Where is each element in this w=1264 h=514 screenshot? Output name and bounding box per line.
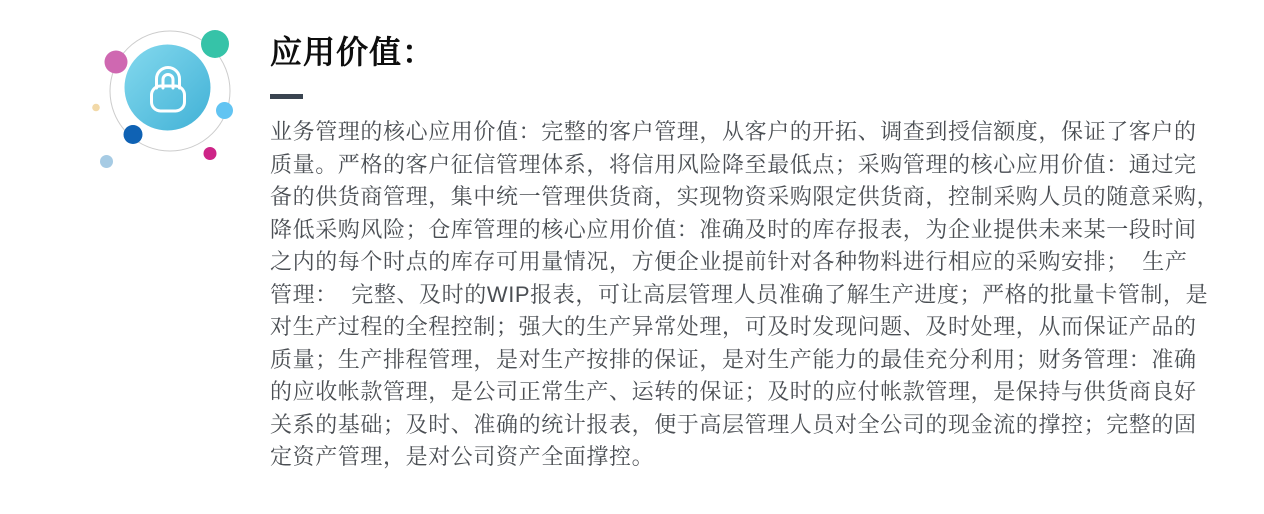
lock-badge-icon [80, 10, 240, 180]
paragraph-line: 质量；生产排程管理，是对生产按排的保证，是对生产能力的最佳充分利用；财务管理：准确 [270, 346, 1197, 372]
dot-magenta-icon [204, 147, 217, 160]
paragraph-line: 业务管理的核心应用价值：完整的客户管理，从客户的开拓、调查到授信额度，保证了客户的 [270, 119, 1197, 144]
paragraph-line: 对生产过程的全程控制；强大的生产异常处理，可及时发现问题、及时处理，从而保证产品的 [270, 314, 1197, 339]
application-value-section [270, 34, 1230, 474]
dot-dark-blue-icon [124, 125, 143, 144]
page-title: 应用价值： [270, 34, 436, 70]
paragraph-line: 备的供货商管理，集中统一管理供货商，实现物资采购限定供货商，控制采购人员的随意采购， [270, 184, 1220, 209]
dot-teal-icon [201, 30, 229, 58]
paragraph-line: 定资产管理，是对公司资产全面撑控。 [270, 444, 655, 469]
paragraph-line: 降低采购风险；仓库管理的核心应用价值：准确及时的库存报表，为企业提供未来某一段时间 [270, 216, 1197, 242]
paragraph-line: 管理： 完整、及时的WIP报表，可让高层管理人员准确了解生产进度；严格的批量卡管制，是 [270, 281, 1209, 307]
paragraph-line: 关系的基础；及时、准确的统计报表，便于高层管理人员对全公司的现金流的撑控；完整的固 [270, 411, 1197, 437]
lock-badge-graphic [80, 10, 240, 180]
paragraph-line: 之内的每个时点的库存可用量情况，方便企业提前针对各种物料进行相应的采购安排； 生产 [270, 249, 1188, 274]
dot-pink-icon [105, 51, 128, 74]
dot-cream-icon [92, 104, 100, 112]
title-accent-dash [270, 94, 303, 99]
application-value-paragraph [270, 116, 1230, 474]
dot-light-blue-icon [216, 102, 233, 119]
paragraph-line: 质量。严格的客户征信管理体系，将信用风险降至最低点；采购管理的核心应用价值：通过完 [270, 151, 1197, 177]
paragraph-line: 的应收帐款管理，是公司正常生产、运转的保证；及时的应付帐款管理，是保持与供货商良好 [270, 379, 1197, 404]
dot-muted-blue-icon [100, 155, 113, 168]
